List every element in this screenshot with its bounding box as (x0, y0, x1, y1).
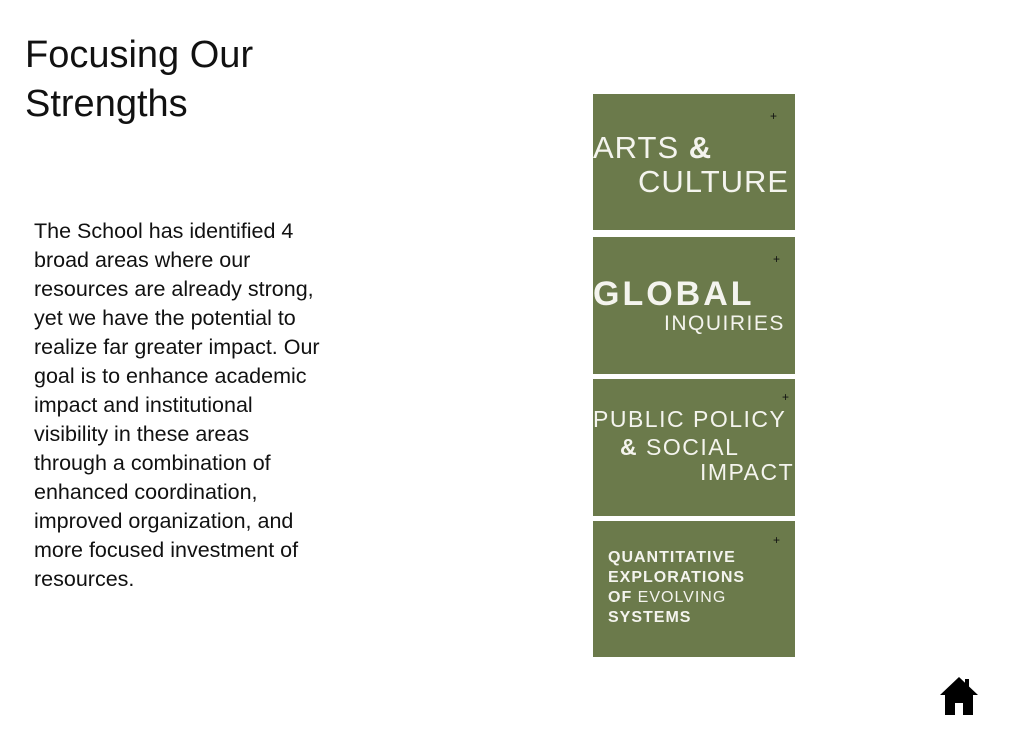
plus-icon[interactable]: + (773, 533, 781, 547)
description-line: broad areas where our (34, 248, 251, 272)
ampersand: & (688, 130, 713, 165)
plus-icon[interactable]: + (773, 252, 781, 266)
tile-public-policy-social-impact[interactable] (593, 379, 795, 516)
tile-title-line: GLOBAL (593, 275, 755, 313)
description-line: resources. (34, 567, 135, 591)
home-icon (940, 676, 978, 716)
page-title-line: Strengths (25, 83, 188, 125)
home-button[interactable] (940, 676, 978, 716)
tile-title-line: QUANTITATIVE (608, 549, 736, 566)
tile-arts-culture[interactable] (593, 94, 795, 230)
tile-title-line: SYSTEMS (608, 609, 692, 626)
description-line: yet we have the potential to (34, 306, 296, 330)
description-line: goal is to enhance academic (34, 364, 307, 388)
description-line: more focused investment of (34, 538, 299, 562)
description-line: realize far greater impact. Our (34, 335, 320, 359)
tile-global-inquiries[interactable] (593, 237, 795, 374)
tile-title-word: SOCIAL (646, 434, 740, 460)
tile-title-line: CULTURE (638, 164, 790, 199)
description-line: The School has identified 4 (34, 219, 294, 243)
tile-title-line: IMPACT (700, 459, 795, 485)
tile-title-line: EXPLORATIONS (608, 569, 746, 586)
tile-title-word: OF (608, 589, 633, 606)
page-title (25, 31, 345, 129)
description-line: visibility in these areas (34, 422, 250, 446)
tile-title-word: EVOLVING (637, 589, 727, 606)
tile-title-line (608, 589, 726, 607)
page-title-line: Focusing Our (25, 34, 254, 76)
description-paragraph (34, 217, 354, 594)
description-line: resources are already strong, (34, 277, 314, 301)
tile-title-line: PUBLIC POLICY (593, 406, 787, 432)
plus-icon[interactable]: + (782, 390, 790, 404)
tile-title-line: INQUIRIES (664, 312, 785, 335)
plus-icon[interactable]: + (770, 109, 778, 123)
description-line: impact and institutional (34, 393, 253, 417)
description-line: improved organization, and (34, 509, 294, 533)
tile-title-line (593, 130, 712, 166)
description-line: through a combination of (34, 451, 271, 475)
tile-title-line (620, 434, 739, 461)
description-line: enhanced coordination, (34, 480, 258, 504)
ampersand: & (620, 434, 639, 460)
tile-title-word: ARTS (593, 130, 680, 165)
tile-quantitative-explorations[interactable] (593, 521, 795, 657)
